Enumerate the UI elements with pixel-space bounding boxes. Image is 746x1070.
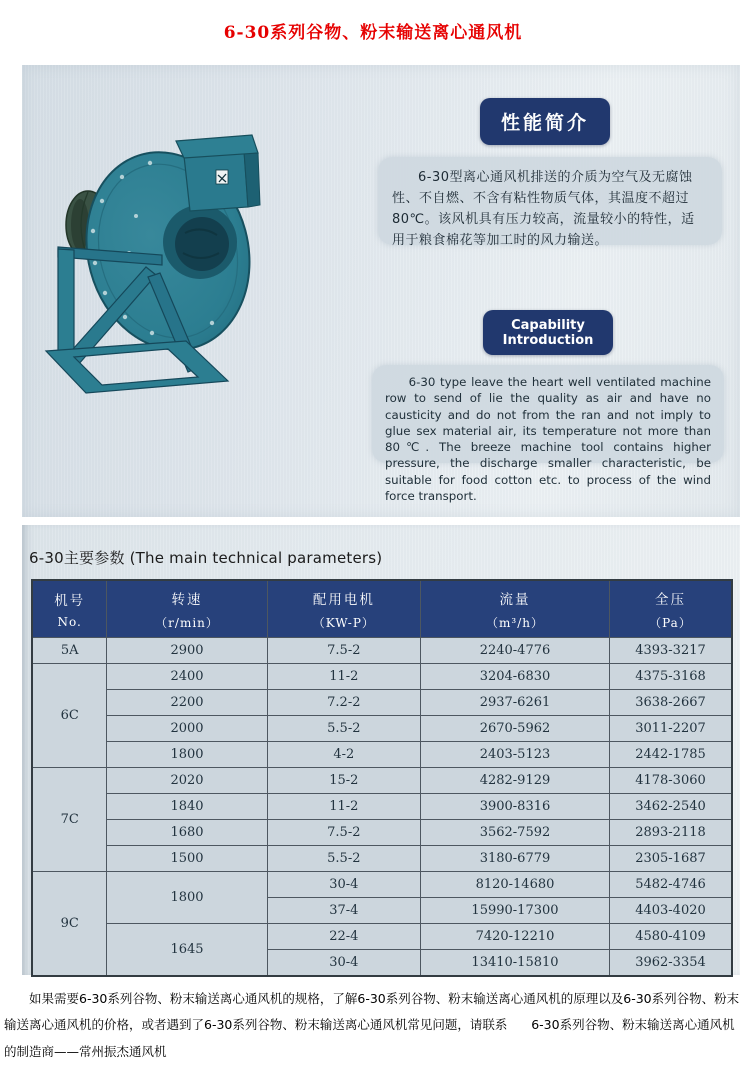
motor-cell: 7.2-2 — [267, 690, 420, 716]
speed-cell: 1645 — [107, 924, 267, 977]
col-header-flow — [420, 580, 609, 638]
parameters-table — [31, 579, 733, 977]
en-intro-header-label: Capability Introduction — [502, 317, 594, 348]
flow-cell: 8120-14680 — [420, 872, 609, 898]
col-model-zh: 机号 — [54, 593, 86, 609]
motor-cell: 7.5-2 — [267, 820, 420, 846]
table-row — [32, 794, 732, 820]
motor-cell: 30-4 — [267, 872, 420, 898]
flow-cell: 2403-5123 — [420, 742, 609, 768]
pressure-cell: 3962-3354 — [609, 950, 732, 977]
col-pressure-sub: （Pa） — [649, 615, 692, 630]
pressure-cell: 4403-4020 — [609, 898, 732, 924]
parameters-table-body — [32, 638, 732, 977]
pressure-cell: 5482-4746 — [609, 872, 732, 898]
col-motor-sub: （KW-P） — [312, 615, 375, 630]
col-flow-sub: （m³/h） — [486, 615, 544, 630]
flow-cell: 3562-7592 — [420, 820, 609, 846]
col-flow-zh: 流量 — [499, 591, 531, 608]
speed-cell: 2400 — [107, 664, 267, 690]
motor-cell: 11-2 — [267, 794, 420, 820]
model-cell: 6C — [32, 664, 107, 768]
table-row — [32, 664, 732, 690]
flow-cell: 7420-12210 — [420, 924, 609, 950]
col-motor-zh: 配用电机 — [312, 591, 375, 608]
table-row — [32, 820, 732, 846]
col-model-sub: No. — [57, 615, 82, 629]
speed-cell: 2020 — [107, 768, 267, 794]
pressure-cell: 3011-2207 — [609, 716, 732, 742]
col-header-pressure — [609, 580, 732, 638]
col-pressure-zh: 全压 — [654, 591, 686, 608]
flow-cell: 4282-9129 — [420, 768, 609, 794]
col-header-model — [32, 580, 107, 638]
flow-cell: 3204-6830 — [420, 664, 609, 690]
col-header-motor — [267, 580, 420, 638]
speed-cell: 1840 — [107, 794, 267, 820]
table-row — [32, 846, 732, 872]
model-cell: 5A — [32, 638, 107, 664]
pressure-cell: 4375-3168 — [609, 664, 732, 690]
cn-intro-body: 6-30型离心通风机排送的介质为空气及无腐蚀性、不自燃、不含有粘性物质气体，其温度不超过80℃。该风机具有压力较高，流量较小的特性，适用于粮食棉花等加工时的风力输送。 — [378, 157, 722, 245]
table-row — [32, 768, 732, 794]
pressure-cell: 3638-2667 — [609, 690, 732, 716]
pressure-cell: 4580-4109 — [609, 924, 732, 950]
col-speed-sub: （r/min） — [155, 615, 219, 630]
page-title: 6-30系列谷物、粉末输送离心通风机 — [223, 23, 523, 43]
pressure-cell: 2893-2118 — [609, 820, 732, 846]
col-speed-zh: 转速 — [171, 591, 203, 608]
motor-cell: 15-2 — [267, 768, 420, 794]
pressure-cell: 2442-1785 — [609, 742, 732, 768]
flow-cell: 2240-4776 — [420, 638, 609, 664]
flow-cell: 2670-5962 — [420, 716, 609, 742]
flow-cell: 3900-8316 — [420, 794, 609, 820]
table-row — [32, 638, 732, 664]
pressure-cell: 3462-2540 — [609, 794, 732, 820]
product-photo-panel — [22, 65, 740, 517]
cn-intro-header-label: 性能简介 — [500, 112, 589, 134]
en-intro-body: 6-30 type leave the heart well ventilated machine row to send of lie the quality as air and have no causticity and do not from the ran and not imply to glue sex material air, its temperature not more than 80℃. The breeze machine tool contains higher pressure, the discharge smaller characteristic, be suitable for food cotton etc. to process of the wind force transport. — [372, 365, 724, 463]
speed-cell: 1800 — [107, 742, 267, 768]
flow-cell: 15990-17300 — [420, 898, 609, 924]
parameters-title: 6-30主要参数 (The main technical parameters) — [29, 549, 383, 567]
model-cell: 9C — [32, 872, 107, 977]
fan-outlet-duct — [176, 135, 260, 211]
motor-cell: 22-4 — [267, 924, 420, 950]
brand-label — [216, 170, 228, 184]
model-cell: 7C — [32, 768, 107, 872]
motor-cell: 4-2 — [267, 742, 420, 768]
motor-cell: 5.5-2 — [267, 716, 420, 742]
speed-cell: 2000 — [107, 716, 267, 742]
motor-cell: 11-2 — [267, 664, 420, 690]
footer-contact-text: 如果需要6-30系列谷物、粉末输送离心通风机的规格，了解6-30系列谷物、粉末输送离心通风机的原理以及6-30系列谷物、粉末输送离心通风机的价格，或者遇到了6-30系列谷物、粉末输送离心通风机常见问题，请联系 6-30系列谷物、粉末输送离心通风机的制造商——常州振杰通风机 — [4, 991, 740, 1059]
table-row — [32, 742, 732, 768]
flow-cell: 13410-15810 — [420, 950, 609, 977]
flow-cell: 2937-6261 — [420, 690, 609, 716]
motor-cell: 37-4 — [267, 898, 420, 924]
cn-intro-header — [480, 98, 610, 145]
motor-cell: 5.5-2 — [267, 846, 420, 872]
flow-cell: 3180-6779 — [420, 846, 609, 872]
pressure-cell: 2305-1687 — [609, 846, 732, 872]
speed-cell: 2200 — [107, 690, 267, 716]
table-row — [32, 872, 732, 898]
parameters-panel — [22, 525, 740, 975]
speed-cell: 1680 — [107, 820, 267, 846]
table-header — [32, 580, 732, 638]
table-row — [32, 924, 732, 950]
speed-cell: 2900 — [107, 638, 267, 664]
col-header-speed — [107, 580, 267, 638]
en-intro-header — [483, 310, 613, 355]
table-row — [32, 716, 732, 742]
centrifugal-fan-icon — [30, 125, 270, 415]
speed-cell: 1500 — [107, 846, 267, 872]
motor-cell: 30-4 — [267, 950, 420, 977]
table-row — [32, 690, 732, 716]
motor-cell: 7.5-2 — [267, 638, 420, 664]
speed-cell: 1800 — [107, 872, 267, 924]
pressure-cell: 4178-3060 — [609, 768, 732, 794]
pressure-cell: 4393-3217 — [609, 638, 732, 664]
